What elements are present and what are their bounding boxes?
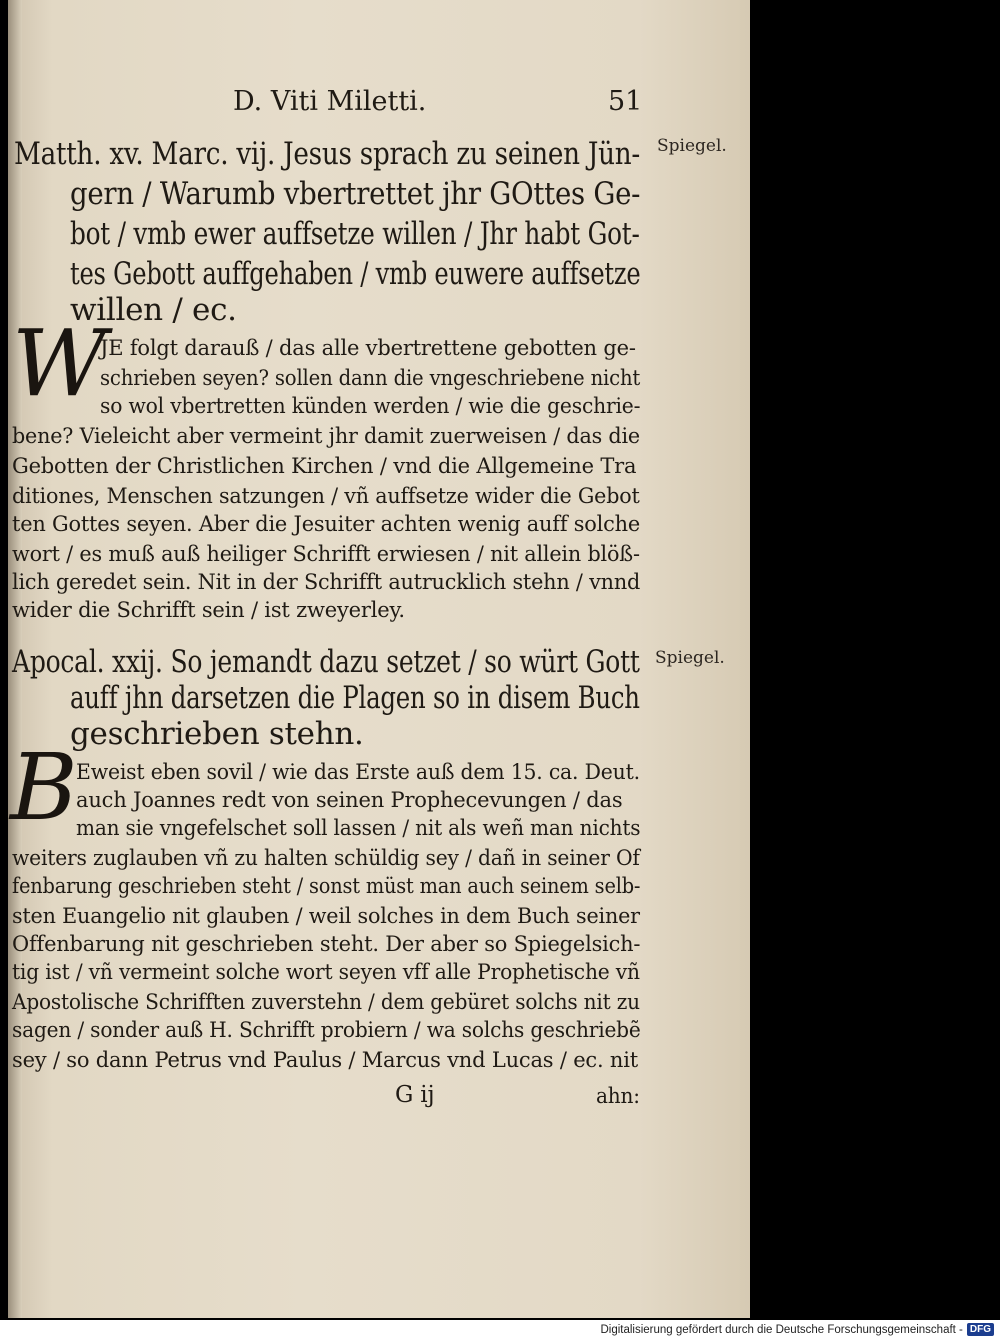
- text-line: sagen / sonder auß H. Schrifft probiern / wa solchs geschriebẽ: [12, 1018, 641, 1042]
- text-line: weiters zuglauben vñ zu halten schüldig sey / dañ in seiner Of: [12, 846, 640, 870]
- initial-w-drop-cap: W: [12, 310, 107, 417]
- text-line: wort / es muß auß heiliger Schrifft erwiesen / nit allein blöß-: [12, 542, 640, 566]
- text-line: sey / so dann Petrus vnd Paulus / Marcus vnd Lucas / ec. nit: [12, 1048, 639, 1072]
- text-line: bot / vmb ewer auffsetze willen / Jhr habt Got-: [70, 216, 640, 252]
- dfg-logo: DFG: [967, 1323, 994, 1336]
- text-line: wider die Schrifft sein / ist zweyerley.: [12, 598, 405, 622]
- text-line: bene? Vieleicht aber vermeint jhr damit zuerweisen / das die: [12, 424, 640, 448]
- text-line: Gebotten der Christlichen Kirchen / vnd die Allgemeine Tra: [12, 454, 637, 478]
- text-line: man sie vngefelschet soll lassen / nit als weñ man nichts: [76, 816, 641, 840]
- text-line: Eweist eben sovil / wie das Erste auß dem 15. ca. Deut.: [76, 760, 640, 784]
- catchword: ahn:: [596, 1084, 640, 1108]
- text-line: Apostolische Schrifften zuverstehn / dem gebüret solchs nit zu: [12, 990, 640, 1014]
- text-line: Matth. xv. Marc. vij. Jesus sprach zu seinen Jün-: [14, 136, 640, 172]
- text-line: so wol vbertretten künden werden / wie die geschrie-: [100, 394, 641, 418]
- text-line: auch Joannes redt von seinen Prophecevungen / das: [76, 788, 623, 812]
- margin-note: Spiegel.: [655, 648, 725, 668]
- running-title: D. Viti Miletti.: [233, 86, 427, 117]
- text-line: auff jhn darsetzen die Plagen so in disem Buch: [70, 680, 640, 716]
- page-number: 51: [608, 86, 643, 117]
- text-line: gern / Warumb vbertrettet jhr GOttes Ge-: [70, 176, 641, 212]
- footer-text: Digitalisierung gefördert durch die Deutsche Forschungsgemeinschaft -: [600, 1323, 963, 1336]
- margin-note: Spiegel.: [657, 136, 727, 156]
- text-line: schrieben seyen? sollen dann die vngeschriebene nicht: [100, 366, 641, 390]
- text-line: Apocal. xxij. So jemandt dazu setzet / so würt Gott: [12, 644, 640, 680]
- text-line: fenbarung geschrieben steht / sonst müst man auch seinem selb-: [12, 874, 641, 898]
- text-line: Offenbarung nit geschrieben steht. Der aber so Spiegelsich-: [12, 932, 641, 956]
- text-line: tes Gebott auffgehaben / vmb euwere auffsetze: [70, 256, 641, 292]
- signature-mark: G ij: [395, 1082, 435, 1108]
- text-line: ditiones, Menschen satzungen / vñ auffsetze wider die Gebot: [12, 484, 640, 508]
- initial-b-drop-cap: B: [10, 734, 78, 841]
- text-line: JE folgt darauß / das alle vbertrettene gebotten ge-: [100, 336, 636, 360]
- text-line: tig ist / vñ vermeint solche wort seyen vff alle Prophetische vñ: [12, 960, 640, 984]
- text-line: sten Euangelio nit glauben / weil solches in dem Buch seiner: [12, 904, 640, 928]
- text-line: ten Gottes seyen. Aber die Jesuiter achten wenig auff solche: [12, 512, 641, 536]
- text-line: geschrieben stehn.: [70, 716, 364, 752]
- text-line: lich geredet sein. Nit in der Schrifft autrucklich stehn / vnnd: [12, 570, 641, 594]
- text-line: willen / ec.: [70, 292, 237, 328]
- footer-credit: [600, 1323, 994, 1336]
